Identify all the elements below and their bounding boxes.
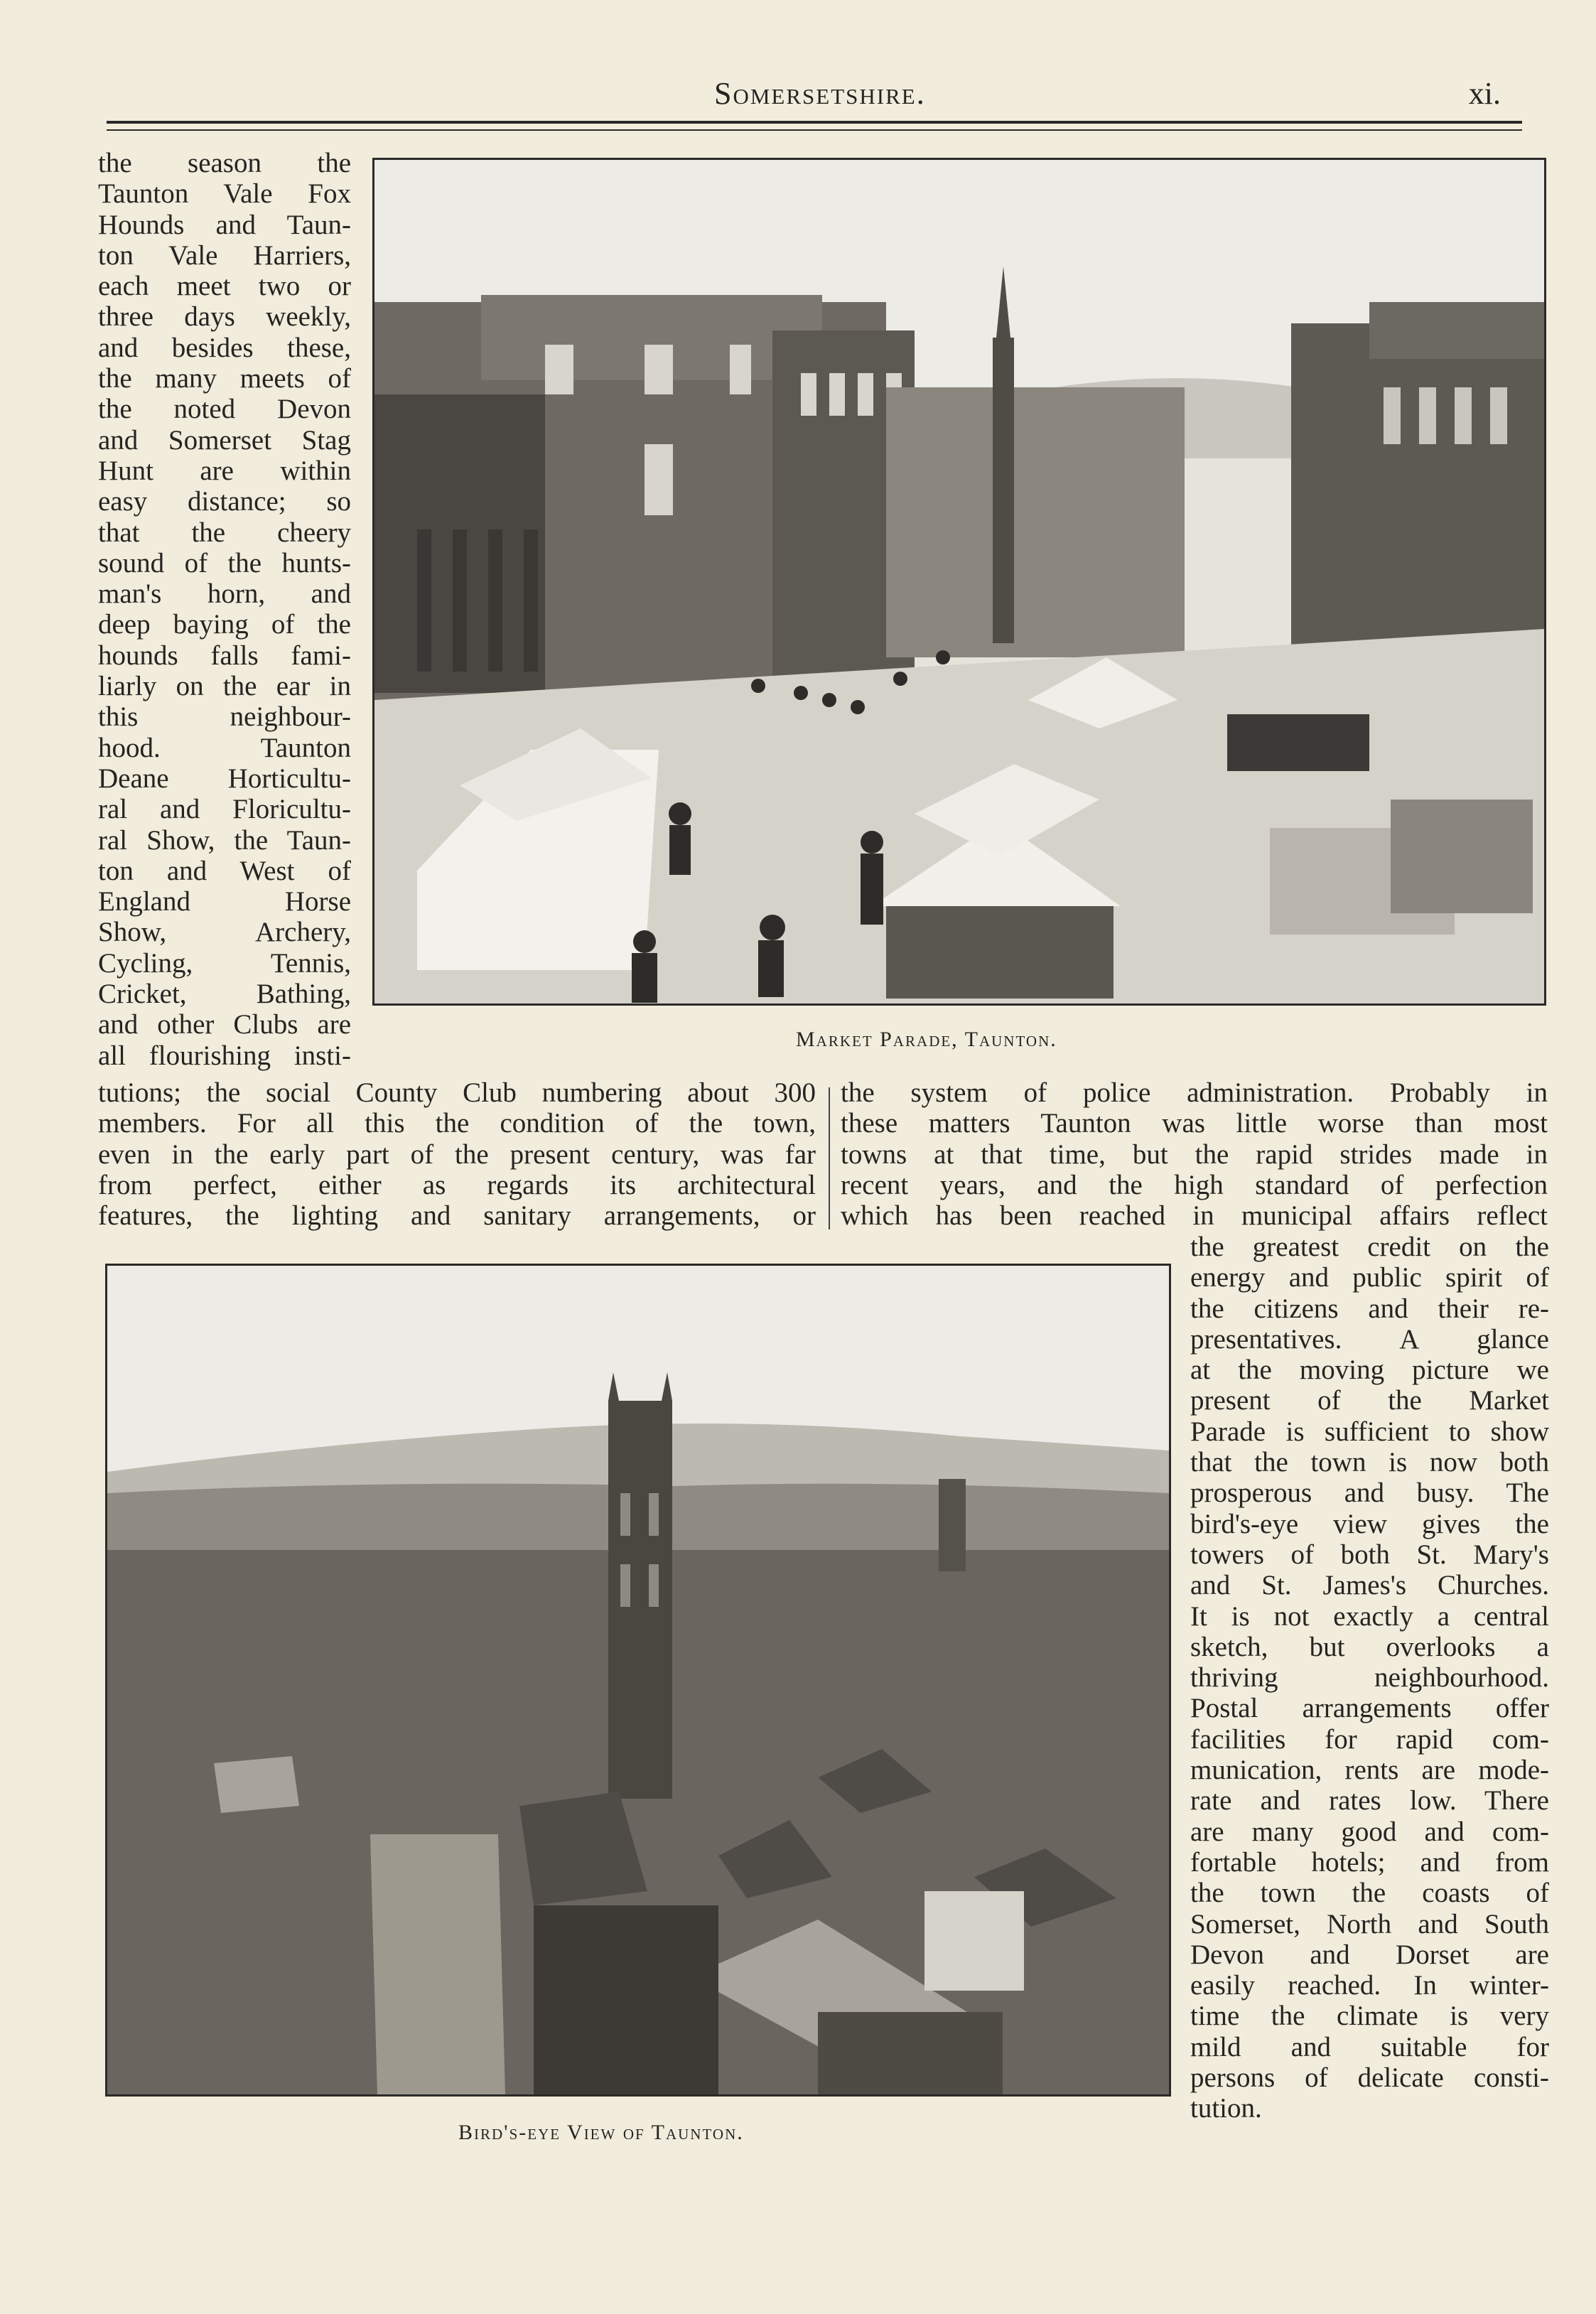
text-line: Hunt are within [98,455,351,486]
text-line: the citizens and their re- [1190,1293,1549,1324]
text-line: It is not exactly a central [1190,1600,1549,1632]
text-line: and St. James's Churches. [1190,1570,1549,1601]
text-line: ton and West of [98,855,351,886]
text-line: munication, rents are mode- [1190,1755,1549,1786]
text-line: deep baying of the [98,609,351,640]
birds-eye-photo [105,1264,1171,2097]
text-line: persons of delicate consti- [1190,2062,1549,2094]
text-line: easy distance; so [98,486,351,517]
header-rule-thick [107,121,1522,124]
text-line: bird's-eye view gives the [1190,1508,1549,1539]
text-line: hounds falls fami- [98,640,351,671]
text-line: ton Vale Harriers, [98,240,351,271]
text-line: energy and public spirit of [1190,1262,1549,1293]
market-parade-caption: Market Parade, Taunton. [796,1028,1057,1051]
header-rule-thin [107,129,1522,131]
text-line: the many meets of [98,363,351,394]
text-line: the system of police administration. Probably in [841,1077,1548,1108]
text-line: mild and suitable for [1190,2031,1549,2062]
text-column-right-lower [1190,1232,1549,2124]
text-line: Show, Archery, [98,917,351,948]
text-line: easily reached. In winter- [1190,1970,1549,2001]
text-line: Hounds and Taun- [98,209,351,240]
text-line: that the cheery [98,517,351,548]
text-line: from perfect, either as regards its architectural [98,1169,816,1200]
text-line: are many good and com- [1190,1816,1549,1847]
text-line: and besides these, [98,332,351,363]
text-line: that the town is now both [1190,1447,1549,1478]
text-line: England Horse [98,886,351,917]
text-line: Cycling, Tennis, [98,947,351,979]
text-column-mid-right [841,1077,1548,1231]
text-line: at the moving picture we [1190,1355,1549,1386]
text-line: present of the Market [1190,1385,1549,1416]
text-line: recent years, and the high standard of perfection [841,1169,1548,1200]
text-line: towers of both St. Mary's [1190,1539,1549,1570]
running-title: Somersetshire. [714,76,926,111]
text-line: time the climate is very [1190,2001,1549,2032]
market-parade-illustration [374,160,1544,1003]
text-line: Parade is sufficient to show [1190,1416,1549,1447]
text-line: Cricket, Bathing, [98,979,351,1010]
text-line: all flourishing insti- [98,1040,351,1071]
text-line: members. For all this the condition of the town, [98,1108,816,1139]
text-line: man's horn, and [98,578,351,610]
text-line: presentatives. A glance [1190,1323,1549,1355]
text-line: the town the coasts of [1190,1878,1549,1909]
text-line: facilities for rapid com- [1190,1723,1549,1755]
text-line: towns at that time, but the rapid strides made in [841,1139,1548,1170]
text-line: hood. Taunton [98,732,351,763]
text-line: three days weekly, [98,301,351,333]
running-header [107,71,1521,121]
birds-eye-illustration [107,1266,1169,2094]
page-number: xi. [1468,76,1501,111]
text-line: these matters Taunton was little worse than most [841,1108,1548,1139]
text-line: tutions; the social County Club numbering about 300 [98,1077,816,1108]
text-line: ral and Floricultu- [98,794,351,825]
text-line: fortable hotels; and from [1190,1846,1549,1878]
birds-eye-caption: Bird's-eye View of Taunton. [458,2121,744,2144]
text-line: tution. [1190,2093,1262,2124]
text-line: and other Clubs are [98,1009,351,1040]
text-line: thriving neighbourhood. [1190,1662,1549,1694]
text-line: each meet two or [98,271,351,302]
text-line: sound of the hunts- [98,547,351,578]
text-line: even in the early part of the present century, was far [98,1139,816,1170]
text-line: Devon and Dorset are [1190,1939,1549,1970]
text-line: the season the [98,148,351,178]
text-column-left-top [98,148,351,1071]
text-line: liarly on the ear in [98,671,351,702]
text-line: rate and rates low. There [1190,1785,1549,1817]
text-line: prosperous and busy. The [1190,1478,1549,1509]
text-line: ral Show, the Taun- [98,824,351,856]
text-line: which has been reached in municipal affairs reflect [841,1200,1548,1232]
text-line: the greatest credit on the [1190,1232,1549,1262]
market-parade-photo [372,158,1546,1006]
text-line: and Somerset Stag [98,424,351,456]
text-line: the noted Devon [98,394,351,425]
column-divider [829,1087,830,1229]
text-line: this neighbour- [98,701,351,733]
text-line: sketch, but overlooks a [1190,1631,1549,1662]
text-line: Taunton Vale Fox [98,178,351,210]
text-line: features, the lighting and sanitary arrangements, or [98,1200,816,1232]
text-line: Postal arrangements offer [1190,1693,1549,1724]
text-line: Deane Horticultu- [98,763,351,794]
text-line: Somerset, North and South [1190,1908,1549,1939]
text-column-mid-left [98,1077,816,1231]
